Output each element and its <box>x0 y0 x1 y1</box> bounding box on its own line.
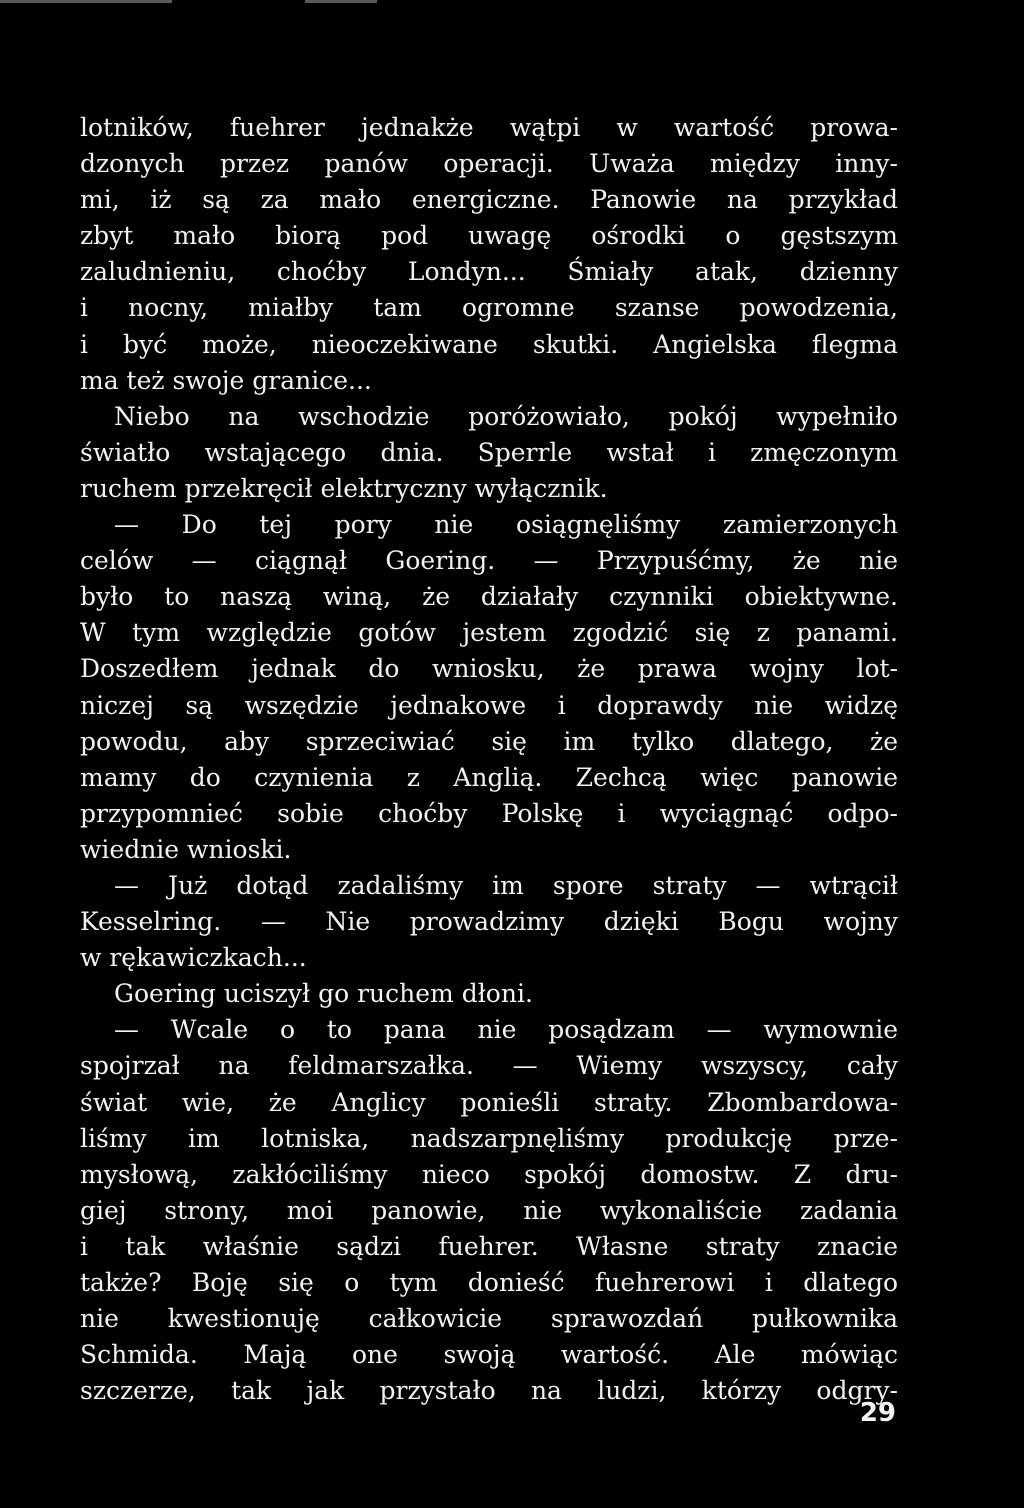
text-line: giej strony, moi panowie, nie wykonaliście zadania <box>80 1195 898 1225</box>
text-line: Kesselring. — Nie prowadzimy dzięki Bogu wojny <box>80 907 898 937</box>
text-line: szczerze, tak jak przystało na ludzi, którzy odgry- <box>80 1376 898 1406</box>
text-line: mysłową, zakłóciliśmy nieco spokój domostw. Z dru- <box>80 1159 898 1189</box>
text-line: — Do tej pory nie osiągnęliśmy zamierzonych <box>114 510 898 540</box>
text-line: Schmida. Mają one swoją wartość. Ale mówiąc <box>80 1340 898 1370</box>
text-line: także? Boję się o tym donieść fuehrerowi i dlatego <box>80 1268 898 1297</box>
text-line: mi, iż są za mało energiczne. Panowie na przykład <box>80 185 898 215</box>
text-line: dzonych przez panów operacji. Uważa między inny- <box>80 149 898 179</box>
top-border-rule <box>305 0 377 3</box>
text-line: i tak właśnie sądzi fuehrer. Własne straty znacie <box>80 1231 898 1261</box>
text-line: nie kwestionuję całkowicie sprawozdań pułkownika <box>80 1304 898 1334</box>
text-line: ma też swoje granice... <box>80 365 372 395</box>
text-line: wiednie wnioski. <box>80 834 292 864</box>
text-line: w rękawiczkach... <box>80 943 307 973</box>
page-body-text <box>80 110 898 1409</box>
text-line: Doszedłem jednak do wniosku, że prawa wojny lot- <box>80 654 898 684</box>
text-line: Goering uciszył go ruchem dłoni. <box>114 979 533 1009</box>
text-line: ruchem przekręcił elektryczny wyłącznik. <box>80 473 608 503</box>
text-line: i być może, nieoczekiwane skutki. Angielska flegma <box>80 329 898 359</box>
text-line: spojrzał na feldmarszałka. — Wiemy wszyscy, cały <box>80 1051 898 1081</box>
text-line: było to naszą winą, że działały czynniki obiektywne. <box>80 582 898 612</box>
text-line: i nocny, miałby tam ogromne szanse powodzenia, <box>80 293 898 323</box>
text-line: lotników, fuehrer jednakże wątpi w wartość prowa- <box>80 113 898 142</box>
text-line: zaludnieniu, choćby Londyn... Śmiały atak, dzienny <box>80 257 898 287</box>
page-number: 29 <box>859 1398 896 1428</box>
text-line: — Już dotąd zadaliśmy im spore straty — wtrącił <box>114 870 898 900</box>
text-line: Niebo na wschodzie poróżowiało, pokój wypełniło <box>114 401 898 431</box>
text-line: liśmy im lotniska, nadszarpnęliśmy produkcję prze- <box>80 1123 898 1153</box>
text-line: W tym względzie gotów jestem zgodzić się z panami. <box>80 618 898 648</box>
text-line: mamy do czynienia z Anglią. Zechcą więc panowie <box>80 762 898 792</box>
text-line: przypomnieć sobie choćby Polskę i wyciągnąć odpo- <box>80 798 898 828</box>
text-line: powodu, aby sprzeciwiać się im tylko dlatego, że <box>80 726 898 756</box>
top-border-rule <box>0 0 172 3</box>
text-line: — Wcale o to pana nie posądzam — wymownie <box>114 1015 898 1045</box>
text-line: celów — ciągnął Goering. — Przypuśćmy, że nie <box>80 546 898 576</box>
text-line: świat wie, że Anglicy ponieśli straty. Zbombardowa- <box>80 1087 898 1117</box>
text-line: światło wstającego dnia. Sperrle wstał i zmęczonym <box>80 437 898 467</box>
text-line: niczej są wszędzie jednakowe i doprawdy nie widzę <box>80 690 898 720</box>
text-line: zbyt mało biorą pod uwagę ośrodki o gęstszym <box>80 221 898 251</box>
